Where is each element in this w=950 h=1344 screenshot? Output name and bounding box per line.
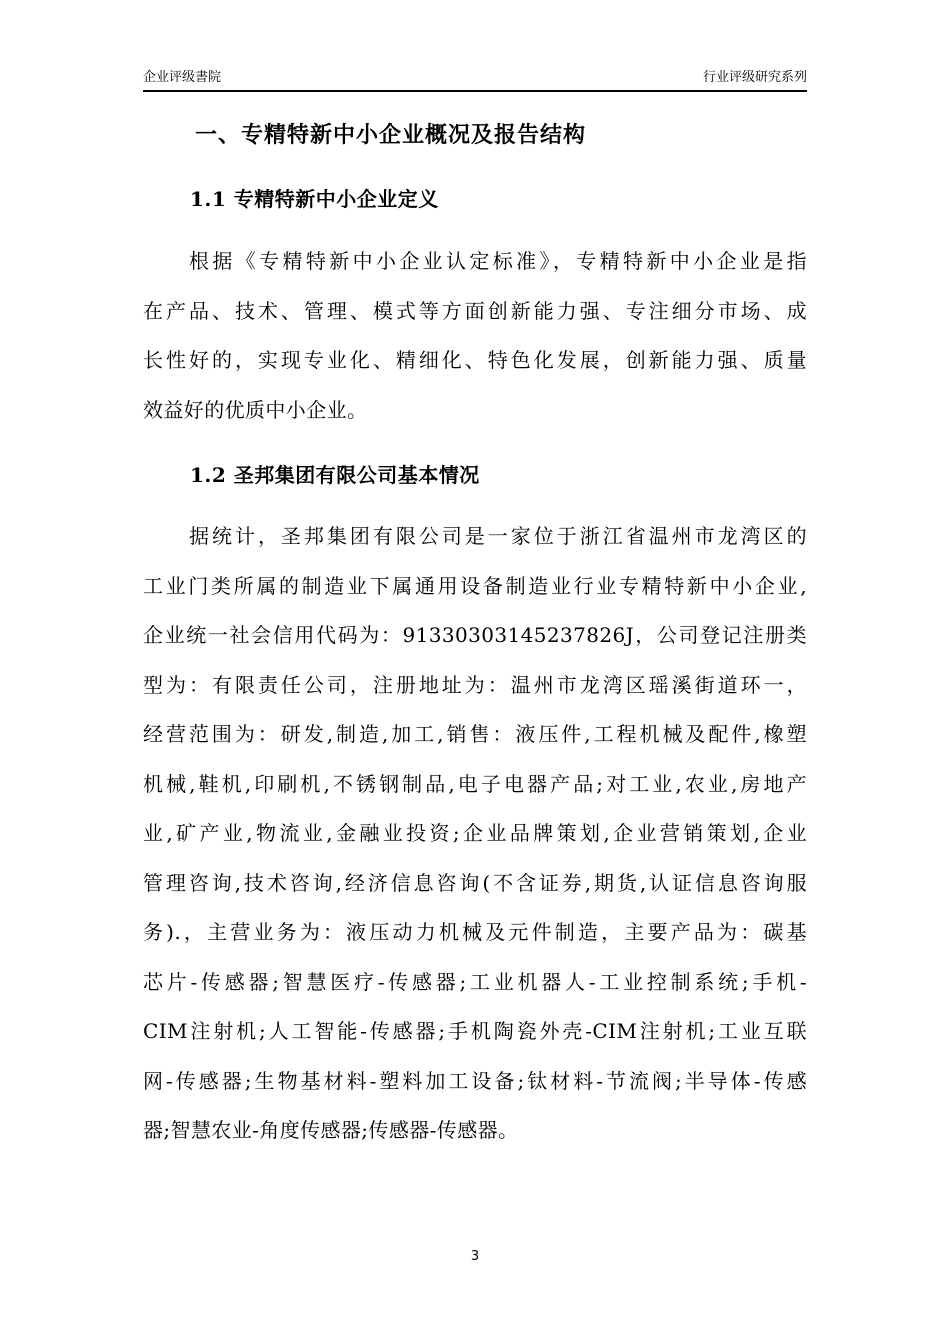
section-heading: 一、专精特新中小企业概况及报告结构	[195, 122, 587, 148]
paragraph-line: 工业门类所属的制造业下属通用设备制造业行业专精特新中小企业,	[143, 573, 807, 598]
definition-paragraph	[143, 237, 807, 435]
paragraph-line: 务).，主营业务为：液压动力机械及元件制造，主要产品为：碳基	[143, 920, 807, 944]
page-number: 3	[470, 1249, 480, 1264]
subsection-heading-1-1: 1.1 专精特新中小企业定义	[190, 187, 439, 211]
paragraph-line: 据统计，圣邦集团有限公司是一家位于浙江省温州市龙湾区的	[189, 524, 807, 548]
paragraph-line: 型为：有限责任公司，注册地址为：温州市龙湾区瑶溪街道环一，	[143, 672, 807, 697]
paragraph-line: 长性好的，实现专业化、精细化、特色化发展，创新能力强、质量	[143, 348, 807, 372]
paragraph-line: 在产品、技术、管理、模式等方面创新能力强、专注细分市场、成	[143, 298, 807, 323]
paragraph-line: CIM注射机;人工智能-传感器;手机陶瓷外壳-CIM注射机;工业互联	[143, 1019, 807, 1043]
paragraph-line: 效益好的优质中小企业。	[143, 397, 368, 422]
paragraph-line: 根据《专精特新中小企业认定标准》，专精特新中小企业是指	[189, 249, 807, 273]
paragraph-line: 网-传感器;生物基材料-塑料加工设备;钛材料-节流阀;半导体-传感	[143, 1068, 807, 1093]
paragraph-line: 企业统一社会信用代码为：91330303145237826J，公司登记注册类	[143, 623, 807, 647]
subsection-heading-1-2: 1.2 圣邦集团有限公司基本情况	[190, 463, 480, 487]
page-header	[143, 68, 807, 92]
paragraph-line: 业,矿产业,物流业,金融业投资;企业品牌策划,企业营销策划,企业	[143, 821, 807, 845]
paragraph-line: 芯片-传感器;智慧医疗-传感器;工业机器人-工业控制系统;手机-	[143, 969, 807, 994]
paragraph-line: 管理咨询,技术咨询,经济信息咨询(不含证券,期货,认证信息咨询服	[143, 870, 807, 895]
paragraph-line: 机械,鞋机,印刷机,不锈钢制品,电子电器产品;对工业,农业,房地产	[143, 771, 807, 796]
company-info-paragraph	[143, 512, 807, 1156]
header-left-title: 企业评级書院	[143, 70, 222, 85]
paragraph-line: 经营范围为：研发,制造,加工,销售：液压件,工程机械及配件,橡塑	[143, 722, 807, 746]
paragraph-line: 器;智慧农业-角度传感器;传感器-传感器。	[143, 1118, 519, 1142]
header-right-title: 行业评级研究系列	[702, 70, 807, 85]
